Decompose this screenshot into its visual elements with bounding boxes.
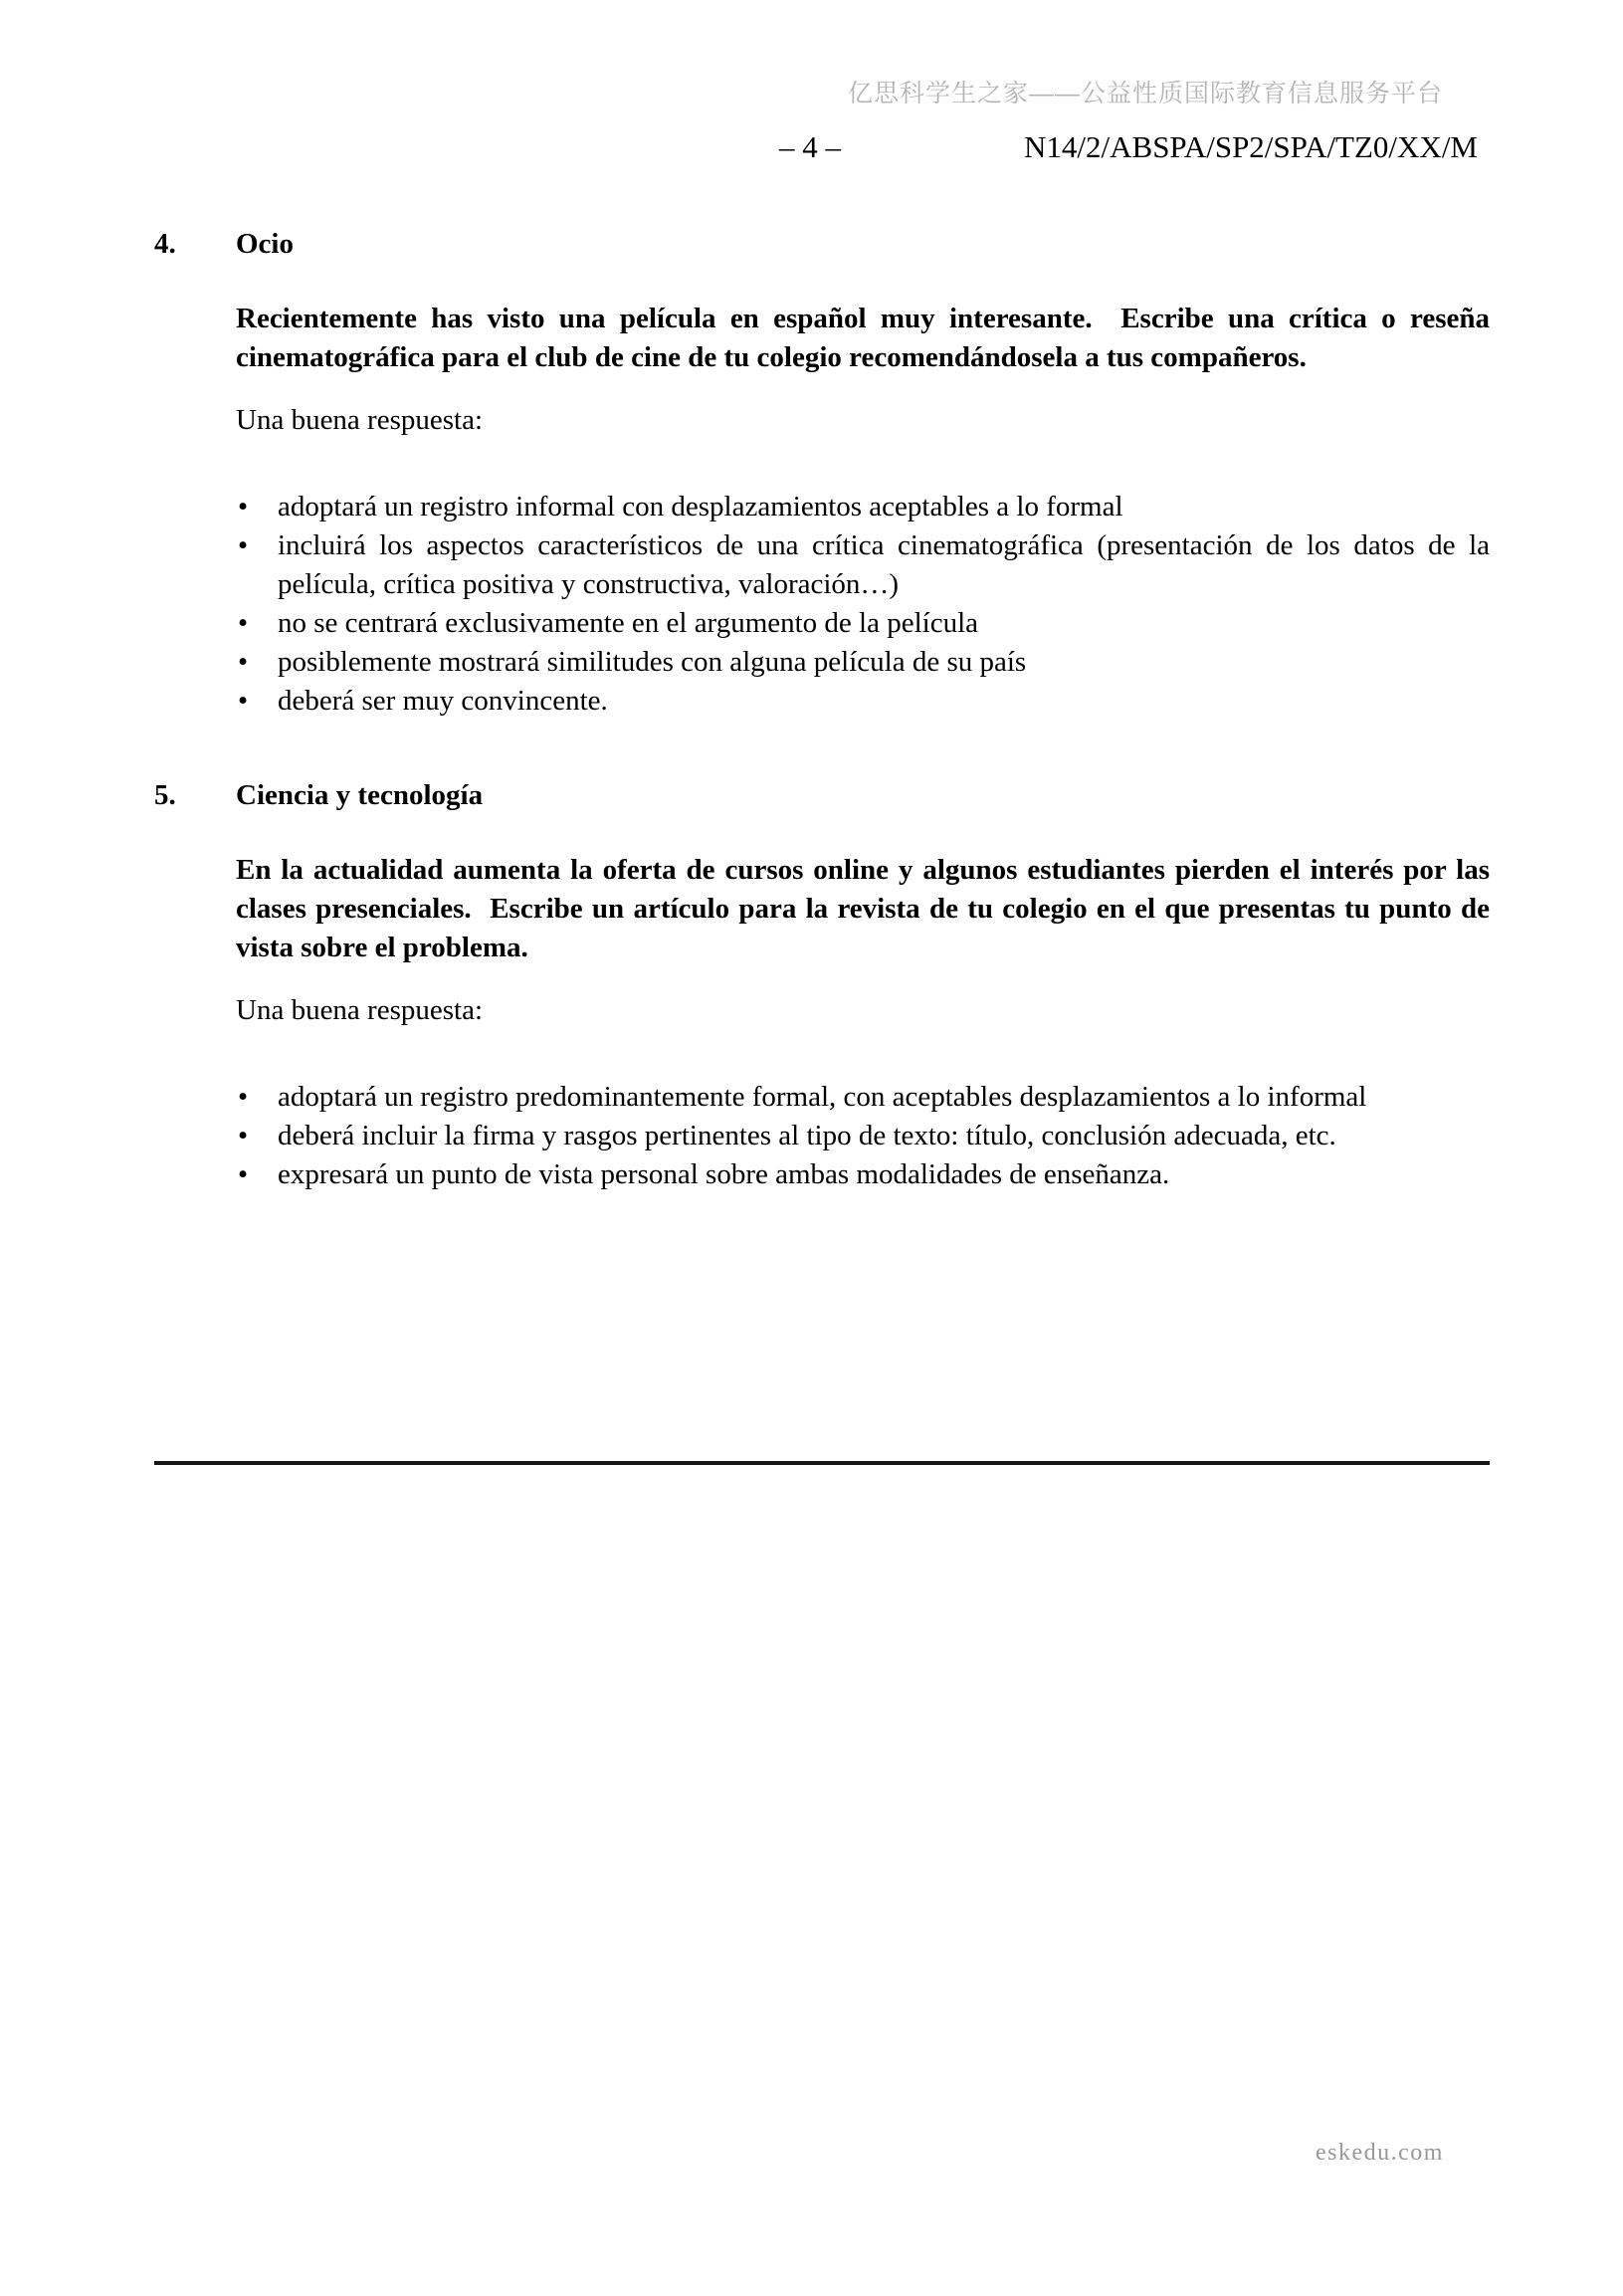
page-number: – 4 – — [779, 129, 841, 164]
list-item-text: adoptará un registro predominantemente formal, con aceptables desplazamientos a lo informal — [278, 1081, 1367, 1113]
question-number: 5. — [154, 779, 176, 811]
list-item-text: adoptará un registro informal con desplazamientos aceptables a lo formal — [278, 491, 1123, 522]
bullet-icon: • — [238, 529, 249, 561]
answer-criteria-list — [236, 1078, 1490, 1194]
question-prompt: En la actualidad aumenta la oferta de cursos online y algunos estudiantes pierden el interés por las clases presenciales. Escribe un artículo para la revista de tu colegio en el que presentas tu punto de vista sobre el problema. — [236, 854, 1498, 963]
answer-criteria-list — [236, 488, 1490, 721]
bullet-icon: • — [238, 1158, 249, 1190]
answer-intro: Una buena respuesta: — [236, 404, 484, 436]
list-item-text: posiblemente mostrará similitudes con alguna película de su país — [278, 646, 1027, 678]
bullet-icon: • — [238, 607, 249, 639]
bullet-icon: • — [238, 646, 249, 678]
question-4-section — [154, 225, 1498, 721]
list-item — [236, 1155, 1490, 1194]
question-title: Ciencia y tecnología — [236, 779, 484, 811]
list-item-text: incluirá los aspectos característicos de una crítica cinematográfica (presentación de los datos de la película, crítica positiva y constructiva, valoración…) — [278, 529, 1490, 600]
question-number: 4. — [154, 228, 176, 260]
watermark-text: 亿思科学生之家——公益性质国际教育信息服务平台 — [847, 80, 1443, 107]
bullet-icon: • — [238, 1120, 249, 1151]
question-body — [236, 776, 1498, 1194]
list-item — [236, 604, 1490, 643]
horizontal-divider — [154, 1461, 1490, 1465]
question-prompt: Recientemente has visto una película en español muy interesante. Escribe una crítica o reseña cinematográfica para el club de cine de tu colegio recomendándosela a tus compañeros. — [236, 303, 1498, 373]
answer-intro: Una buena respuesta: — [236, 994, 484, 1026]
list-item — [236, 682, 1490, 721]
list-item-text: expresará un punto de vista personal sobre ambas modalidades de enseñanza. — [278, 1158, 1170, 1190]
list-item — [236, 488, 1490, 526]
list-item-text: deberá ser muy convincente. — [278, 685, 608, 717]
footer-site-text: eskedu.com — [1316, 2140, 1444, 2166]
question-body — [236, 225, 1498, 721]
bullet-icon: • — [238, 685, 249, 717]
bullet-icon: • — [238, 491, 249, 522]
list-item — [236, 1078, 1490, 1117]
question-title: Ocio — [236, 228, 294, 260]
bullet-icon: • — [238, 1081, 249, 1113]
paper-code: N14/2/ABSPA/SP2/SPA/TZ0/XX/M — [1024, 129, 1478, 164]
page-content — [154, 225, 1498, 1194]
list-item — [236, 526, 1490, 604]
list-item — [236, 1117, 1490, 1155]
list-item-text: no se centrará exclusivamente en el argumento de la película — [278, 607, 979, 639]
question-5-section — [154, 776, 1498, 1194]
list-item — [236, 643, 1490, 682]
list-item-text: deberá incluir la firma y rasgos pertinentes al tipo de texto: título, conclusión adecuada, etc. — [278, 1120, 1336, 1151]
